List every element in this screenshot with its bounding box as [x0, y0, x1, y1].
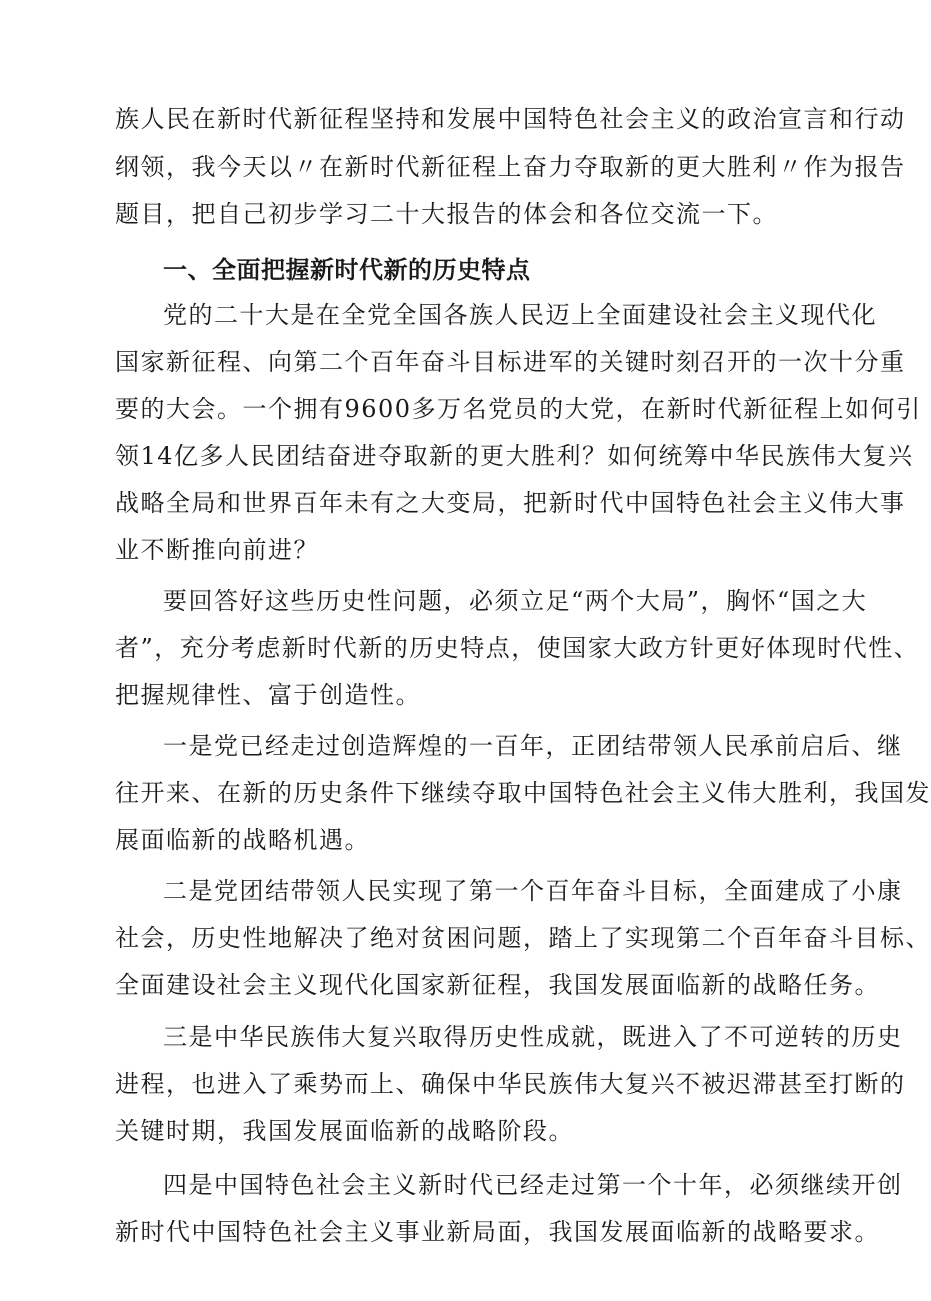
paragraph-1-line-3: 要的大会。一个拥有9600多万名党员的大党，在新时代新征程上如何引	[115, 395, 922, 423]
section-heading: 一、全面把握新时代新的历史特点	[163, 256, 531, 284]
paragraph-4-line-3: 全面建设社会主义现代化国家新征程，我国发展面临新的战略任务。	[115, 971, 880, 999]
paragraph-5-line-1: 三是中华民族伟大复兴取得历史性成就，既进入了不可逆转的历史	[163, 1023, 903, 1051]
paragraph-5-line-2: 进程，也进入了乘势而上、确保中华民族伟大复兴不被迟滞甚至打断的	[115, 1070, 906, 1098]
paragraph-4-line-1: 二是党团结带领人民实现了第一个百年奋斗目标，全面建成了小康	[163, 877, 903, 905]
intro-line-3: 题目，把自己初步学习二十大报告的体会和各位交流一下。	[115, 200, 778, 228]
intro-line-2: 纲领，我今天以〃在新时代新征程上奋力夺取新的更大胜利〃作为报告	[115, 153, 906, 181]
paragraph-2-line-3: 把握规律性、富于创造性。	[115, 681, 421, 709]
paragraph-1-line-6: 业不断推向前进？	[115, 536, 319, 564]
paragraph-1-line-5: 战略全局和世界百年未有之大变局，把新时代中国特色社会主义伟大事	[115, 489, 906, 517]
paragraph-3-line-2: 往开来、在新的历史条件下继续夺取中国特色社会主义伟大胜利，我国发	[115, 779, 931, 807]
paragraph-4-line-2: 社会，历史性地解决了绝对贫困问题，踏上了实现第二个百年奋斗目标、	[115, 924, 931, 952]
paragraph-1-line-2: 国家新征程、向第二个百年奋斗目标进军的关键时刻召开的一次十分重	[115, 348, 906, 376]
paragraph-2-line-2: 者”，充分考虑新时代新的历史特点，使国家大政方针更好体现时代性、	[115, 634, 920, 662]
paragraph-1-line-1: 党的二十大是在全党全国各族人民迈上全面建设社会主义现代化	[163, 301, 877, 329]
paragraph-3-line-1: 一是党已经走过创造辉煌的一百年，正团结带领人民承前启后、继	[163, 732, 903, 760]
intro-line-1: 族人民在新时代新征程坚持和发展中国特色社会主义的政治宣言和行动	[115, 105, 906, 133]
paragraph-2-line-1: 要回答好这些历史性问题，必须立足“两个大局”，胸怀“国之大	[163, 587, 868, 615]
paragraph-6-line-2: 新时代中国特色社会主义事业新局面，我国发展面临新的战略要求。	[115, 1218, 880, 1246]
paragraph-3-line-3: 展面临新的战略机遇。	[115, 826, 370, 854]
paragraph-6-line-1: 四是中国特色社会主义新时代已经走过第一个十年，必须继续开创	[163, 1171, 903, 1199]
paragraph-1-line-4: 领14亿多人民团结奋进夺取新的更大胜利？如何统筹中华民族伟大复兴	[115, 442, 914, 470]
paragraph-5-line-3: 关键时期，我国发展面临新的战略阶段。	[115, 1117, 574, 1145]
